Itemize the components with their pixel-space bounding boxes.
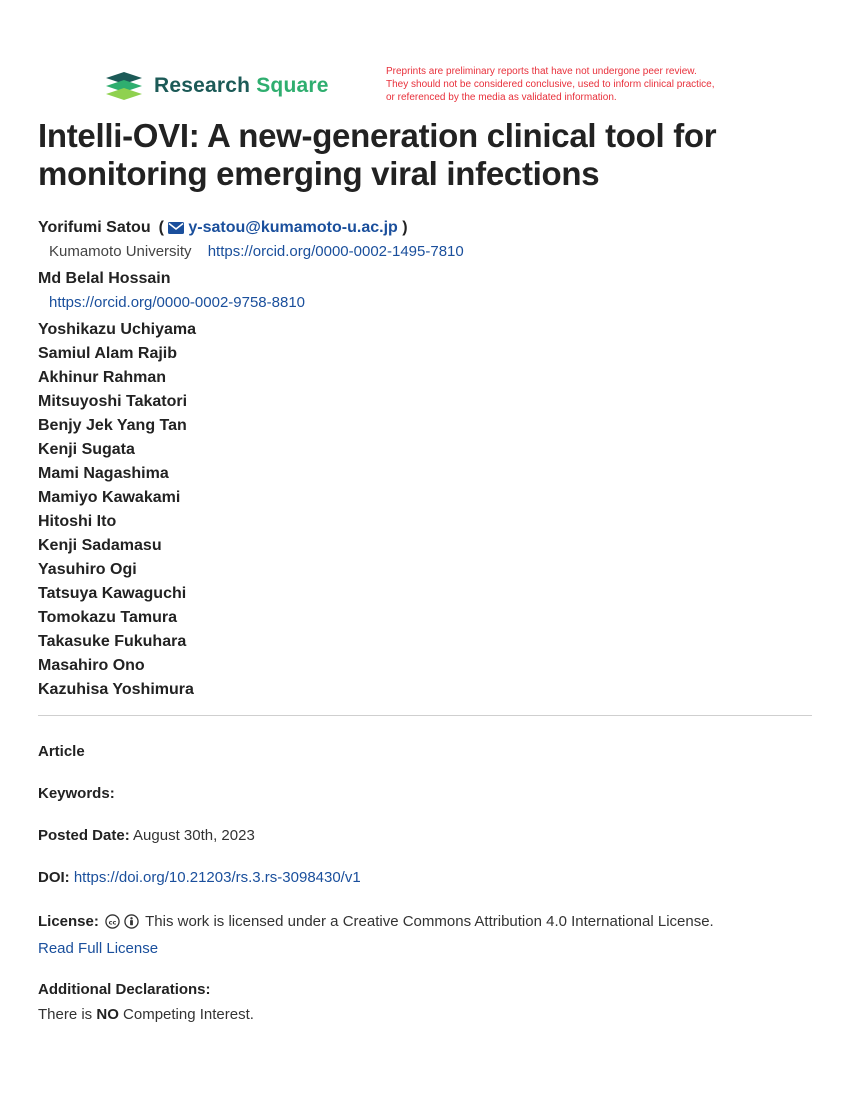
author-email-link[interactable] [168, 219, 397, 236]
keywords-row [38, 785, 818, 802]
posted-date-row [38, 827, 818, 844]
declaration-emphasis: NO [96, 1006, 119, 1023]
svg-text:cc: cc [108, 918, 117, 927]
research-square-logo[interactable] [104, 70, 329, 102]
orcid-line [38, 291, 818, 315]
affiliation-line [38, 240, 818, 264]
license-row [38, 910, 818, 961]
license-label: License: [38, 913, 99, 930]
disclaimer-line: or referenced by the media as validated information. [386, 92, 617, 103]
author-name: Yoshikazu Uchiyama [38, 321, 196, 338]
posted-date-label: Posted Date: [38, 827, 130, 844]
brand-word-research: Research [154, 74, 251, 97]
logo-mark-icon [104, 70, 146, 102]
read-full-license-link[interactable]: Read Full License [38, 940, 159, 957]
disclaimer-line: Preprints are preliminary reports that have not undergone peer review. [386, 66, 697, 77]
declarations-block [38, 977, 818, 1027]
author-name: Samiul Alam Rajib [38, 345, 177, 362]
section-divider [38, 715, 812, 716]
license-text: This work is licensed under a Creative Commons Attribution 4.0 International License. [145, 913, 714, 930]
declarations-label: Additional Declarations: [38, 981, 211, 998]
author-list [38, 216, 818, 702]
author-name: Tatsuya Kawaguchi [38, 585, 187, 602]
orcid-link[interactable]: https://orcid.org/0000-0002-9758-8810 [49, 294, 306, 311]
author-name: Mitsuyoshi Takatori [38, 393, 188, 410]
email-text: y-satou@kumamoto-u.ac.jp [188, 219, 398, 236]
author-name: Hitoshi Ito [38, 513, 117, 530]
cc-icon [105, 914, 120, 929]
orcid-link[interactable]: https://orcid.org/0000-0002-1495-7810 [207, 243, 464, 260]
author-name: Kenji Sugata [38, 441, 135, 458]
brand-name [154, 74, 329, 98]
brand-word-square: Square [256, 74, 329, 97]
affiliation-name: Kumamoto University [49, 243, 192, 260]
author-name: Benjy Jek Yang Tan [38, 417, 187, 434]
posted-date-value: August 30th, 2023 [133, 827, 255, 844]
author-name: Md Belal Hossain [38, 270, 171, 287]
declaration-post: Competing Interest. [123, 1006, 254, 1023]
preprint-disclaimer [386, 65, 806, 104]
author-corresponding [38, 216, 818, 240]
article-type [38, 743, 818, 760]
author-name: Kazuhisa Yoshimura [38, 681, 194, 698]
author-name: Mami Nagashima [38, 465, 169, 482]
doi-link[interactable]: https://doi.org/10.21203/rs.3.rs-3098430/v1 [73, 869, 361, 886]
author-name: Takasuke Fukuhara [38, 633, 187, 650]
by-icon [124, 914, 139, 929]
header [0, 0, 850, 110]
author-name: Tomokazu Tamura [38, 609, 177, 626]
author-name: Kenji Sadamasu [38, 537, 162, 554]
email-wrapper: ( y-satou@kumamoto-u.ac.jp ) [158, 219, 408, 236]
paper-title: Intelli-OVI: A new-generation clinical tool for monitoring emerging viral infections [38, 117, 717, 192]
article-type-label: Article [38, 743, 85, 760]
disclaimer-line: They should not be considered conclusive, used to inform clinical practice, [386, 79, 715, 90]
author-name: Masahiro Ono [38, 657, 145, 674]
keywords-label: Keywords: [38, 785, 115, 802]
author-name: Akhinur Rahman [38, 369, 167, 386]
declaration-pre: There is [38, 1006, 93, 1023]
doi-label: DOI: [38, 869, 70, 886]
author-name: Yasuhiro Ogi [38, 561, 137, 578]
doi-row [38, 869, 818, 886]
author-name: Yorifumi Satou [38, 219, 151, 236]
author-name: Mamiyo Kawakami [38, 489, 181, 506]
envelope-icon [168, 222, 184, 234]
cc-license-icons [105, 913, 139, 937]
